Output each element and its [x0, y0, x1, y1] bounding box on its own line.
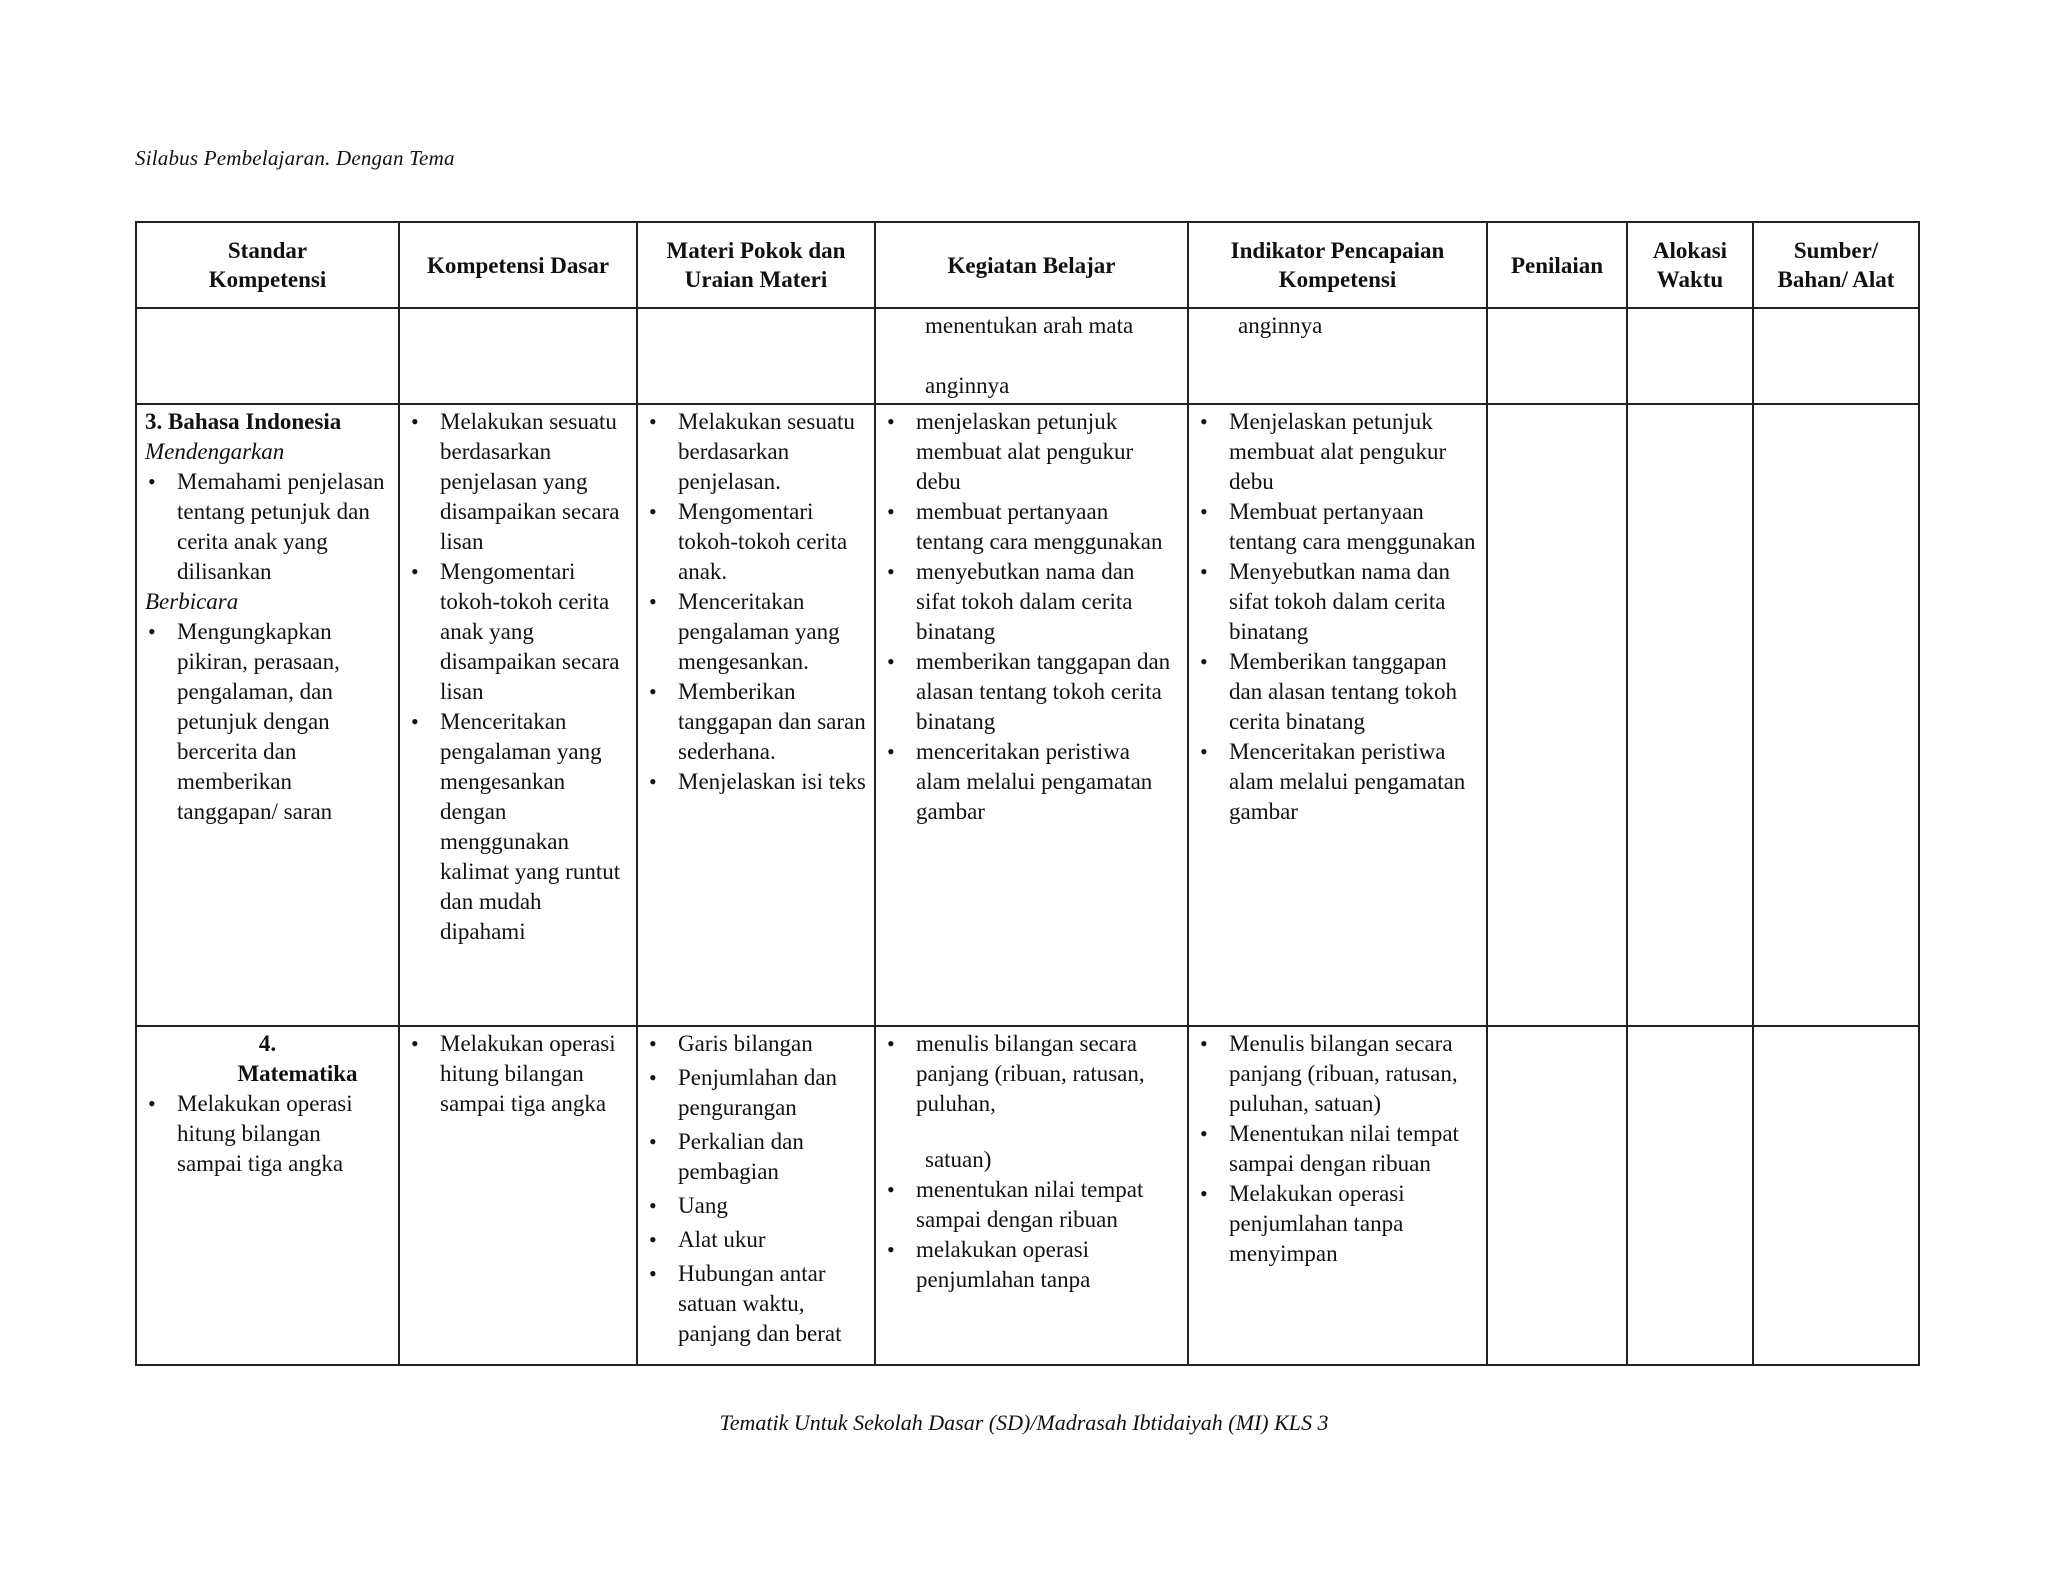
list-item: • Melakukan sesuatu berdasarkan penjelasan yang disampaikan secara lisan	[440, 407, 628, 557]
cell-materi-pokok	[637, 404, 875, 1026]
col-standar-kompetensi: Standar Kompetensi	[136, 222, 399, 308]
list-item: • Melakukan operasi penjumlahan tanpa menyimpan	[1229, 1179, 1478, 1269]
cell-kegiatan-belajar	[875, 1026, 1188, 1365]
list-item: • memberikan tanggapan dan alasan tentang tokoh cerita binatang	[916, 647, 1179, 737]
list-item: • Garis bilangan	[678, 1029, 866, 1059]
list-item: • melakukan operasi penjumlahan tanpa	[916, 1235, 1179, 1295]
col-sumber: Sumber/ Bahan/ Alat	[1753, 222, 1919, 308]
list-item: • Melakukan operasi hitung bilangan sampai tiga angka	[177, 1089, 390, 1179]
list-item: • membuat pertanyaan tentang cara menggunakan	[916, 497, 1179, 557]
cell-penilaian	[1487, 404, 1627, 1026]
list	[884, 1175, 1179, 1295]
cell-alokasi-waktu	[1627, 404, 1753, 1026]
list	[1197, 1029, 1478, 1269]
table-row-continuation	[136, 308, 1919, 404]
cell-kompetensi-dasar	[399, 404, 637, 1026]
ipk-cont-line: anginnya	[1238, 313, 1323, 338]
list-item: • Uang	[678, 1191, 866, 1221]
list-item: • Memahami penjelasan tentang petunjuk dan cerita anak yang dilisankan	[177, 467, 390, 587]
col-materi-pokok: Materi Pokok dan Uraian Materi	[637, 222, 875, 308]
list	[884, 1029, 1179, 1119]
list	[646, 407, 866, 797]
list-item: • Menceritakan peristiwa alam melalui pengamatan gambar	[1229, 737, 1478, 827]
list	[884, 407, 1179, 827]
section-title: Matematika	[237, 1061, 358, 1086]
list-item: • Penjumlahan dan pengurangan	[678, 1063, 866, 1123]
cell-sumber	[1753, 404, 1919, 1026]
list	[145, 467, 390, 587]
list-item: • Mengomentari tokoh-tokoh cerita anak yang disampaikan secara lisan	[440, 557, 628, 707]
col-kegiatan-belajar: Kegiatan Belajar	[875, 222, 1188, 308]
list-item: • menentukan nilai tempat sampai dengan ribuan	[916, 1175, 1179, 1235]
list-item: • menyebutkan nama dan sifat tokoh dalam cerita binatang	[916, 557, 1179, 647]
list-item: • Menceritakan pengalaman yang mengesankan.	[678, 587, 866, 677]
list	[646, 1029, 866, 1349]
list-item: • Memberikan tanggapan dan alasan tentang tokoh cerita binatang	[1229, 647, 1478, 737]
list-item: • Melakukan sesuatu berdasarkan penjelasan.	[678, 407, 866, 497]
col-penilaian: Penilaian	[1487, 222, 1627, 308]
list-item: • Menceritakan pengalaman yang mengesankan dengan menggunakan kalimat yang runtut dan mudah dipahami	[440, 707, 628, 947]
table-row-bahasa-indonesia	[136, 404, 1919, 1026]
cell-indikator	[1188, 404, 1487, 1026]
subsection-title: Mendengarkan	[145, 439, 285, 464]
syllabus-table	[135, 221, 1920, 1366]
section-title: 3. Bahasa Indonesia	[145, 409, 342, 434]
cell-penilaian	[1487, 1026, 1627, 1365]
table-header-row	[136, 222, 1919, 308]
document-header: Silabus Pembelajaran. Dengan Tema	[135, 146, 455, 170]
section-title: 4.	[258, 1031, 277, 1056]
cell-kompetensi-dasar	[399, 1026, 637, 1365]
list-item: • menulis bilangan secara panjang (ribuan, ratusan, puluhan,	[916, 1029, 1179, 1119]
list	[408, 407, 628, 947]
col-kompetensi-dasar: Kompetensi Dasar	[399, 222, 637, 308]
list-item: • Perkalian dan pembagian	[678, 1127, 866, 1187]
cell-alokasi-waktu	[1627, 1026, 1753, 1365]
list	[408, 1029, 628, 1119]
cell-standar-kompetensi	[136, 1026, 399, 1365]
cell-indikator	[1188, 1026, 1487, 1365]
list-item: • Mengungkapkan pikiran, perasaan, pengalaman, dan petunjuk dengan bercerita dan memberikan tanggapan/ saran	[177, 617, 390, 827]
subsection-title: Berbicara	[145, 589, 239, 614]
col-alokasi-waktu: Alokasi Waktu	[1627, 222, 1753, 308]
cell-kegiatan-belajar	[875, 404, 1188, 1026]
list-item: • Menyebutkan nama dan sifat tokoh dalam cerita binatang	[1229, 557, 1478, 647]
cell-materi-pokok	[637, 1026, 875, 1365]
list-item-continuation: satuan)	[925, 1147, 992, 1172]
cell-standar-kompetensi	[136, 404, 399, 1026]
list-item: • Mengomentari tokoh-tokoh cerita anak.	[678, 497, 866, 587]
document-footer: Tematik Untuk Sekolah Dasar (SD)/Madrasah Ibtidaiyah (MI) KLS 3	[719, 1410, 1329, 1435]
list-item: • Menjelaskan petunjuk membuat alat pengukur debu	[1229, 407, 1478, 497]
list-item: • menjelaskan petunjuk membuat alat pengukur debu	[916, 407, 1179, 497]
kb-cont-line: anginnya	[925, 373, 1010, 398]
cell-sumber	[1753, 1026, 1919, 1365]
list	[145, 1089, 390, 1179]
table-row-matematika	[136, 1026, 1919, 1365]
list-item: • Melakukan operasi hitung bilangan sampai tiga angka	[440, 1029, 628, 1119]
list	[145, 617, 390, 827]
list-item: • Membuat pertanyaan tentang cara menggunakan	[1229, 497, 1478, 557]
list-item: • Menjelaskan isi teks	[678, 767, 866, 797]
list-item: • Alat ukur	[678, 1225, 866, 1255]
list-item: • menceritakan peristiwa alam melalui pengamatan gambar	[916, 737, 1179, 827]
list-item: • Hubungan antar satuan waktu, panjang dan berat	[678, 1259, 866, 1349]
list	[1197, 407, 1478, 827]
list-item: • Memberikan tanggapan dan saran sederhana.	[678, 677, 866, 767]
kb-cont-line: menentukan arah mata	[925, 313, 1134, 338]
col-indikator: Indikator Pencapaian Kompetensi	[1188, 222, 1487, 308]
list-item: • Menulis bilangan secara panjang (ribuan, ratusan, puluhan, satuan)	[1229, 1029, 1478, 1119]
list-item: • Menentukan nilai tempat sampai dengan ribuan	[1229, 1119, 1478, 1179]
